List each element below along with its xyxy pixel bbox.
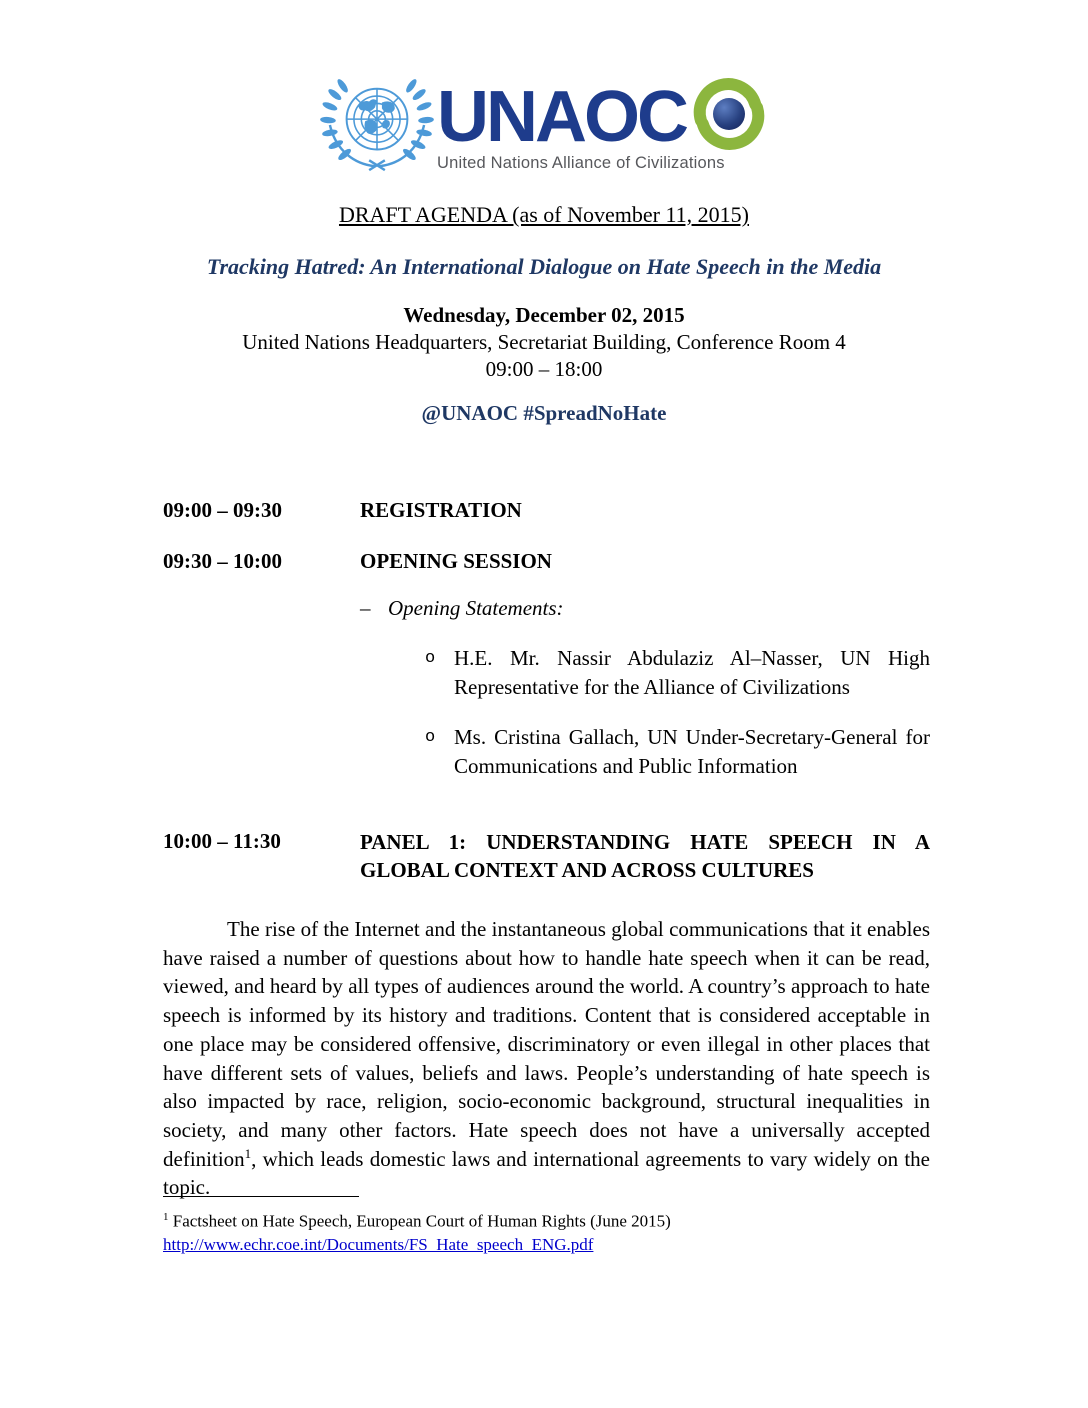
agenda-title: PANEL 1: UNDERSTANDING HATE SPEECH IN A GLOBAL CONTEXT AND ACROSS CULTURES [360, 830, 930, 882]
unaoc-swirl-icon [689, 74, 769, 154]
un-emblem-icon [319, 74, 435, 176]
event-date: Wednesday, December 02, 2015 [403, 303, 685, 327]
footnote-text [163, 1206, 930, 1233]
agenda-row-panel1 [163, 828, 930, 884]
circle-bullet: o [425, 649, 436, 668]
event-venue: United Nations Headquarters, Secretariat Building, Conference Room 4 [242, 330, 846, 354]
circle-bullet: o [425, 728, 436, 747]
social-hashtag: @UNAOC #SpreadNoHate [421, 401, 667, 425]
speaker-name-title: Ms. Cristina Gallach, UN Under-Secretary-General for Communications and Public Information [454, 725, 930, 778]
agenda-row-registration [163, 497, 930, 523]
document-title: DRAFT AGENDA (as of November 11, 2015) [338, 202, 750, 227]
speaker-item [425, 644, 930, 702]
document-body [163, 497, 930, 1202]
event-subtitle: Tracking Hatred: An International Dialogue on Hate Speech in the Media [206, 254, 882, 279]
footnote-marker: 1 [163, 1211, 169, 1223]
agenda-time: 09:00 – 09:30 [163, 498, 282, 522]
panel1-description-text: , which leads domestic laws and international agreements to vary widely on the topic. [163, 1146, 930, 1200]
footnote-link[interactable]: http://www.echr.coe.int/Documents/FS_Hate_speech_ENG.pdf [163, 1234, 594, 1254]
unaoc-wordmark-block [437, 77, 725, 173]
panel1-description [163, 915, 930, 1202]
speaker-item [425, 723, 930, 781]
panel1-description-text: The rise of the Internet and the instantaneous global communications that it enables have raised a number of questions about how to handle hate speech when it can be read, viewed, and heard by all types of audiences around the world. A country’s approach to hate speech is informed by its history and traditions. Content that is considered acceptable in one place may be considered offensive, discriminatory or even illegal in other places that have different sets of values, beliefs and laws. People’s understanding of hate speech is also impacted by race, religion, socio-economic background, structural inequalities in society, and many other factors. Hate speech does not have a universally accepted definition [163, 917, 930, 1171]
agenda-row-opening-session [163, 548, 930, 574]
agenda-time: 09:30 – 10:00 [163, 549, 282, 573]
agenda-title: REGISTRATION [360, 498, 522, 522]
agenda-title: OPENING SESSION [360, 549, 552, 573]
unaoc-logo [0, 0, 1088, 176]
dash-bullet: – [360, 596, 371, 620]
unaoc-tagline: United Nations Alliance of Civilizations [437, 153, 725, 172]
opening-statements-item [360, 595, 930, 621]
footnote-section [163, 1196, 930, 1256]
event-hours: 09:00 – 18:00 [485, 357, 603, 381]
footnote-separator [163, 1196, 359, 1197]
opening-statements-label: Opening Statements: [388, 596, 564, 620]
footnote-reference: 1 [244, 1145, 252, 1161]
speaker-name-title: H.E. Mr. Nassir Abdulaziz Al–Nasser, UN High Representative for the Alliance of Civilizations [454, 646, 930, 699]
agenda-section [163, 497, 930, 884]
footnote-citation: Factsheet on Hate Speech, European Court of Human Rights (June 2015) [172, 1211, 671, 1231]
unaoc-wordmark: UNAOC [437, 77, 686, 158]
agenda-time: 10:00 – 11:30 [163, 829, 281, 853]
